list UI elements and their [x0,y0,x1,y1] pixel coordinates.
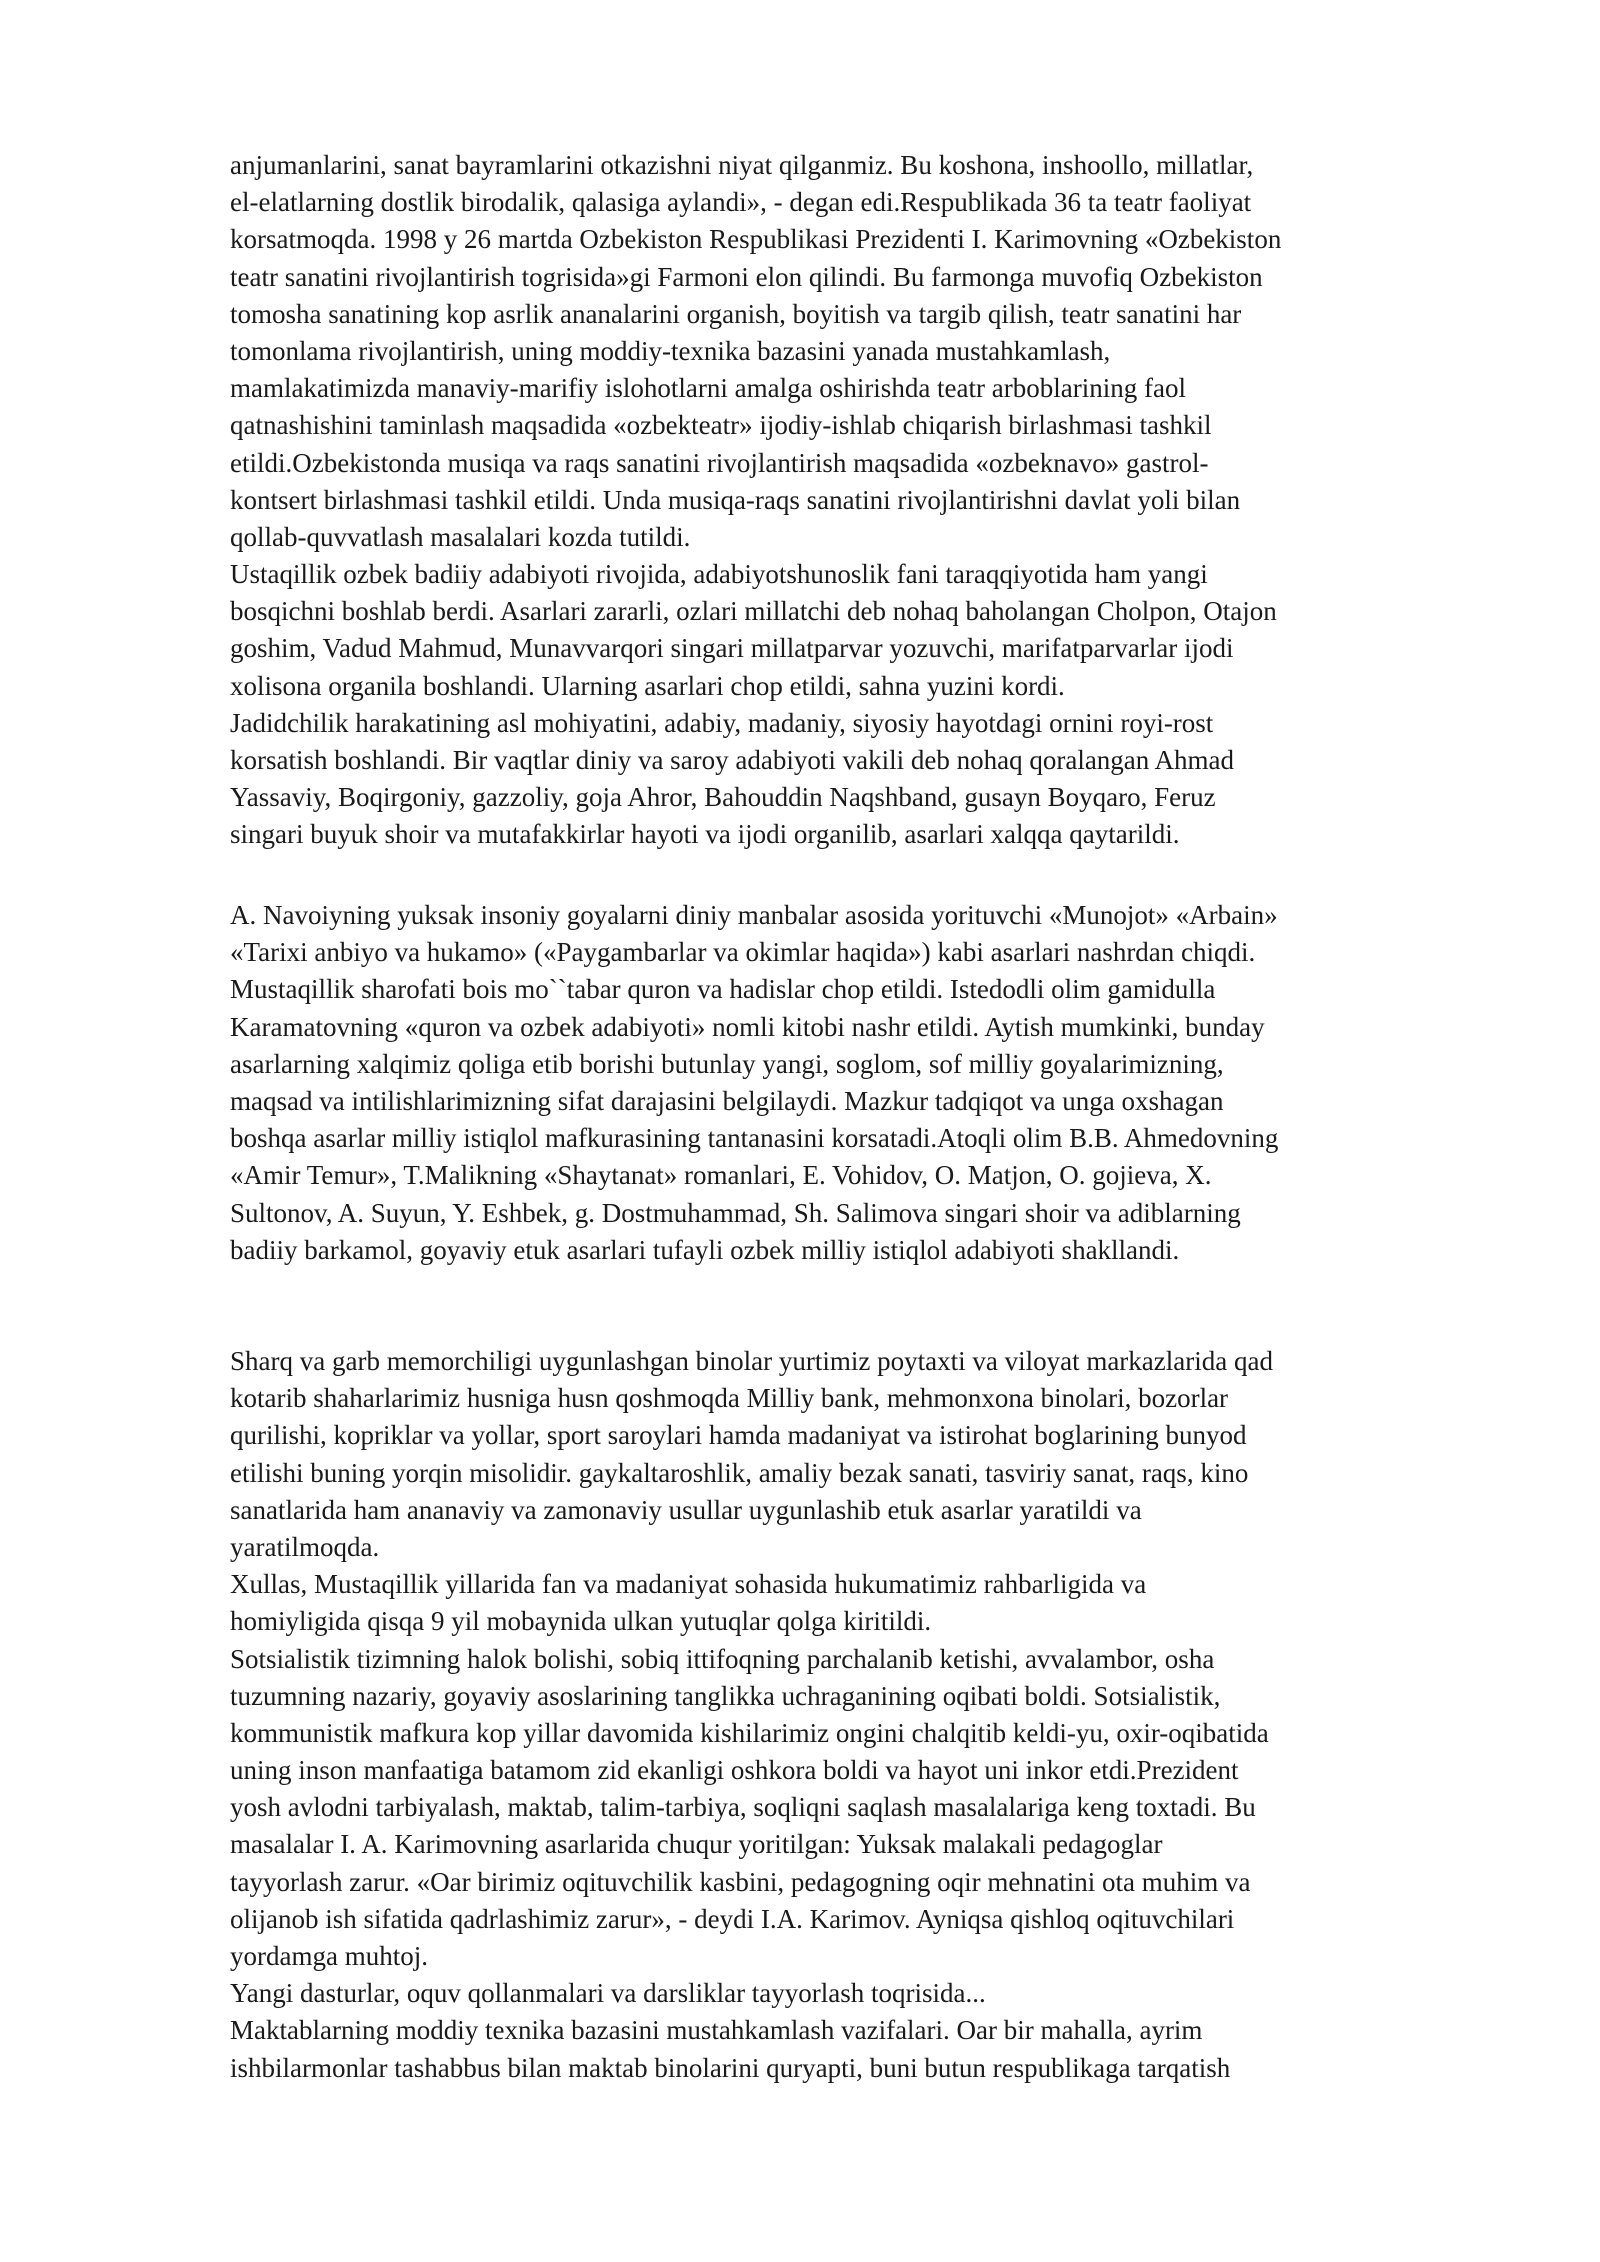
text-line: olijanob ish sifatida qadrlashimiz zarur», - deydi I.A. Karimov. Ayniqsa qishloq oqituvchilari [230,1903,1235,1934]
text-line: Sharq va garb memorchiligi uygunlashgan binolar yurtimiz poytaxti va viloyat markazlarida qad [230,1346,1273,1376]
text-line: anjumanlarini, sanat bayramlarini otkazishni niyat qilganmiz. Bu koshona, inshoollo, millatlar, [230,150,1254,180]
text-line: masalalar I. A. Karimovning asarlarida chuqur yoritilgan: Yuksak malakali pedagoglar [230,1829,1163,1860]
text-line: Ustaqillik ozbek badiiy adabiyoti rivojida, adabiyotshunoslik fani taraqqiyotida ham yangi [230,559,1208,590]
text-line: qollab-quvvatlash masalalari kozda tutildi. [230,521,691,552]
text-line: etildi.Ozbekistonda musiqa va raqs sanatini rivojlantirish maqsadida «ozbeknavo» gastrol- [230,447,1209,478]
text-line: qurilishi, kopriklar va yollar, sport saroylari hamda madaniyat va istirohat boglarining bunyod [230,1420,1247,1451]
text-line: tomonlama rivojlantirish, uning moddiy-texnika bazasini yanada mustahkamlash, [230,335,1111,366]
text-line: «Amir Temur», T.Malikning «Shaytanat» romanlari, E. Vohidov, O. Matjon, O. gojieva, X. [230,1160,1212,1191]
text-line: kontsert birlashmasi tashkil etildi. Unda musiqa-raqs sanatini rivojlantirishni davlat yoli bilan [230,484,1241,515]
text-line: bosqichni boshlab berdi. Asarlari zararli, ozlari millatchi deb nohaq baholangan Cholpon, Otajon [230,596,1277,627]
text-line: A. Navoiyning yuksak insoniy goyalarni diniy manbalar asosida yorituvchi «Munojot» «Arbain» [230,900,1278,930]
text-line: mamlakatimizda manaviy-marifiy islohotlarni amalga oshirishda teatr arboblarining faol [230,373,1186,404]
text-line: boshqa asarlar milliy istiqlol mafkurasining tantanasini korsatadi.Atoqli olim B.B. Ahmedovning [230,1123,1279,1154]
text-line: korsatmoqda. 1998 y 26 martda Ozbekiston Respublikasi Prezidenti I. Karimovning «Ozbekiston [230,224,1282,255]
text-line: kotarib shaharlarimiz husniga husn qoshmoqda Milliy bank, mehmonxona binolari, bozorlar [230,1383,1229,1414]
text-line: korsatish boshlandi. Bir vaqtlar diniy va saroy adabiyoti vakili deb nohaq qoralangan Ahmad [230,745,1235,775]
text-line: Yangi dasturlar, oquv qollanmalari va darsliklar tayyorlash toqrisida... [230,1978,986,2009]
text-line: Sotsialistik tizimning halok bolishi, sobiq ittifoqning parchalanib ketishi, avvalambor, osha [230,1643,1215,1674]
text-line: asarlarning xalqimiz qoliga etib borishi butunlay yangi, soglom, sof milliy goyalarimizning, [230,1048,1224,1079]
text-line: tuzumning nazariy, goyaviy asoslarining tanglikka uchraganining oqibati boldi. Sotsialistik, [230,1680,1221,1711]
text-line: Mustaqillik sharofati bois mo``tabar quron va hadislar chop etildi. Istedodli olim gamidulla [230,974,1216,1005]
text-line: yaratilmoqda. [230,1531,380,1562]
text-line: «Tarixi anbiyo va hukamo» («Paygambarlar va okimlar haqida») kabi asarlari nashrdan chiqdi. [230,937,1256,968]
text-line: Sultonov, A. Suyun, Y. Eshbek, g. Dostmuhammad, Sh. Salimova singari shoir va adiblarning [230,1197,1241,1228]
text-line: Xullas, Mustaqillik yillarida fan va madaniyat sohasida hukumatimiz rahbarligida va [230,1569,1147,1600]
text-line: yosh avlodni tarbiyalash, maktab, talim-tarbiya, soqliqni saqlash masalalariga keng toxtadi. Bu [230,1792,1256,1823]
text-line: uning inson manfaatiga batamom zid ekanligi oshkora boldi va hayot uni inkor etdi.Prezident [230,1755,1239,1786]
text-line: maqsad va intilishlarimizning sifat darajasini belgilaydi. Mazkur tadqiqot va unga oxshagan [230,1085,1224,1116]
text-line: Yassaviy, Boqirgoniy, gazzoliy, goja Ahror, Bahouddin Naqshband, gusayn Boyqaro, Feruz [230,782,1216,813]
text-line: xolisona organila boshlandi. Ularning asarlari chop etildi, sahna yuzini kordi. [230,670,1065,701]
text-line: Karamatovning «quron va ozbek adabiyoti» nomli kitobi nashr etildi. Aytish mumkinki, bunday [230,1011,1265,1042]
paragraph-block-theatre-and-literature [230,147,1505,854]
text-line: Maktablarning moddiy texnika bazasini mustahkamlash vazifalari. Oar bir mahalla, ayrim [230,2015,1203,2046]
text-line: tayyorlash zarur. «Oar birimiz oqituvchilik kasbini, pedagogning oqir mehnatini ota muhim va [230,1866,1251,1897]
text-line: singari buyuk shoir va mutafakkirlar hayoti va ijodi organilib, asarlari xalqqa qaytarildi. [230,819,1180,850]
text-line: homiyligida qisqa 9 yil mobaynida ulkan yutuqlar qolga kiritildi. [230,1606,932,1637]
paragraph-block-navoi-publications [230,897,1505,1269]
text-line: el-elatlarning dostlik birodalik, qalasiga aylandi», - degan edi.Respublikada 36 ta teatr faoliyat [230,187,1252,218]
text-line: teatr sanatini rivojlantirish togrisida»gi Farmoni elon qilindi. Bu farmonga muvofiq Ozbekiston [230,261,1263,292]
text-line: sanatlarida ham ananaviy va zamonaviy usullar uygunlashib etuk asarlar yaratildi va [230,1494,1142,1525]
text-line: badiiy barkamol, goyaviy etuk asarlari tufayli ozbek milliy istiqlol adabiyoti shakllandi. [230,1234,1180,1265]
text-line: qatnashishini taminlash maqsadida «ozbekteatr» ijodiy-ishlab chiqarish birlashmasi tashkil [230,410,1212,441]
text-line: Jadidchilik harakatining asl mohiyatini, adabiy, madaniy, siyosiy hayotdagi ornini royi-rost [230,707,1214,738]
text-line: etilishi buning yorqin misolidir. gaykaltaroshlik, amaliy bezak sanati, tasviriy sanat, raqs, kino [230,1457,1249,1488]
text-line: yordamga muhtoj. [230,1941,428,1971]
text-line: ishbilarmonlar tashabbus bilan maktab binolarini quryapti, buni butun respublikaga tarqatish [230,2052,1231,2083]
text-line: kommunistik mafkura kop yillar davomida kishilarimiz ongini chalqitib keldi-yu, oxir-oqibatida [230,1717,1269,1748]
text-line: tomosha sanatining kop asrlik ananalarini organish, boyitish va targib qilish, teatr sanatini har [230,298,1242,329]
text-line: goshim, Vadud Mahmud, Munavvarqori singari millatparvar yozuvchi, marifatparvarlar ijodi [230,633,1234,664]
paragraph-block-architecture-and-education [230,1343,1505,2087]
